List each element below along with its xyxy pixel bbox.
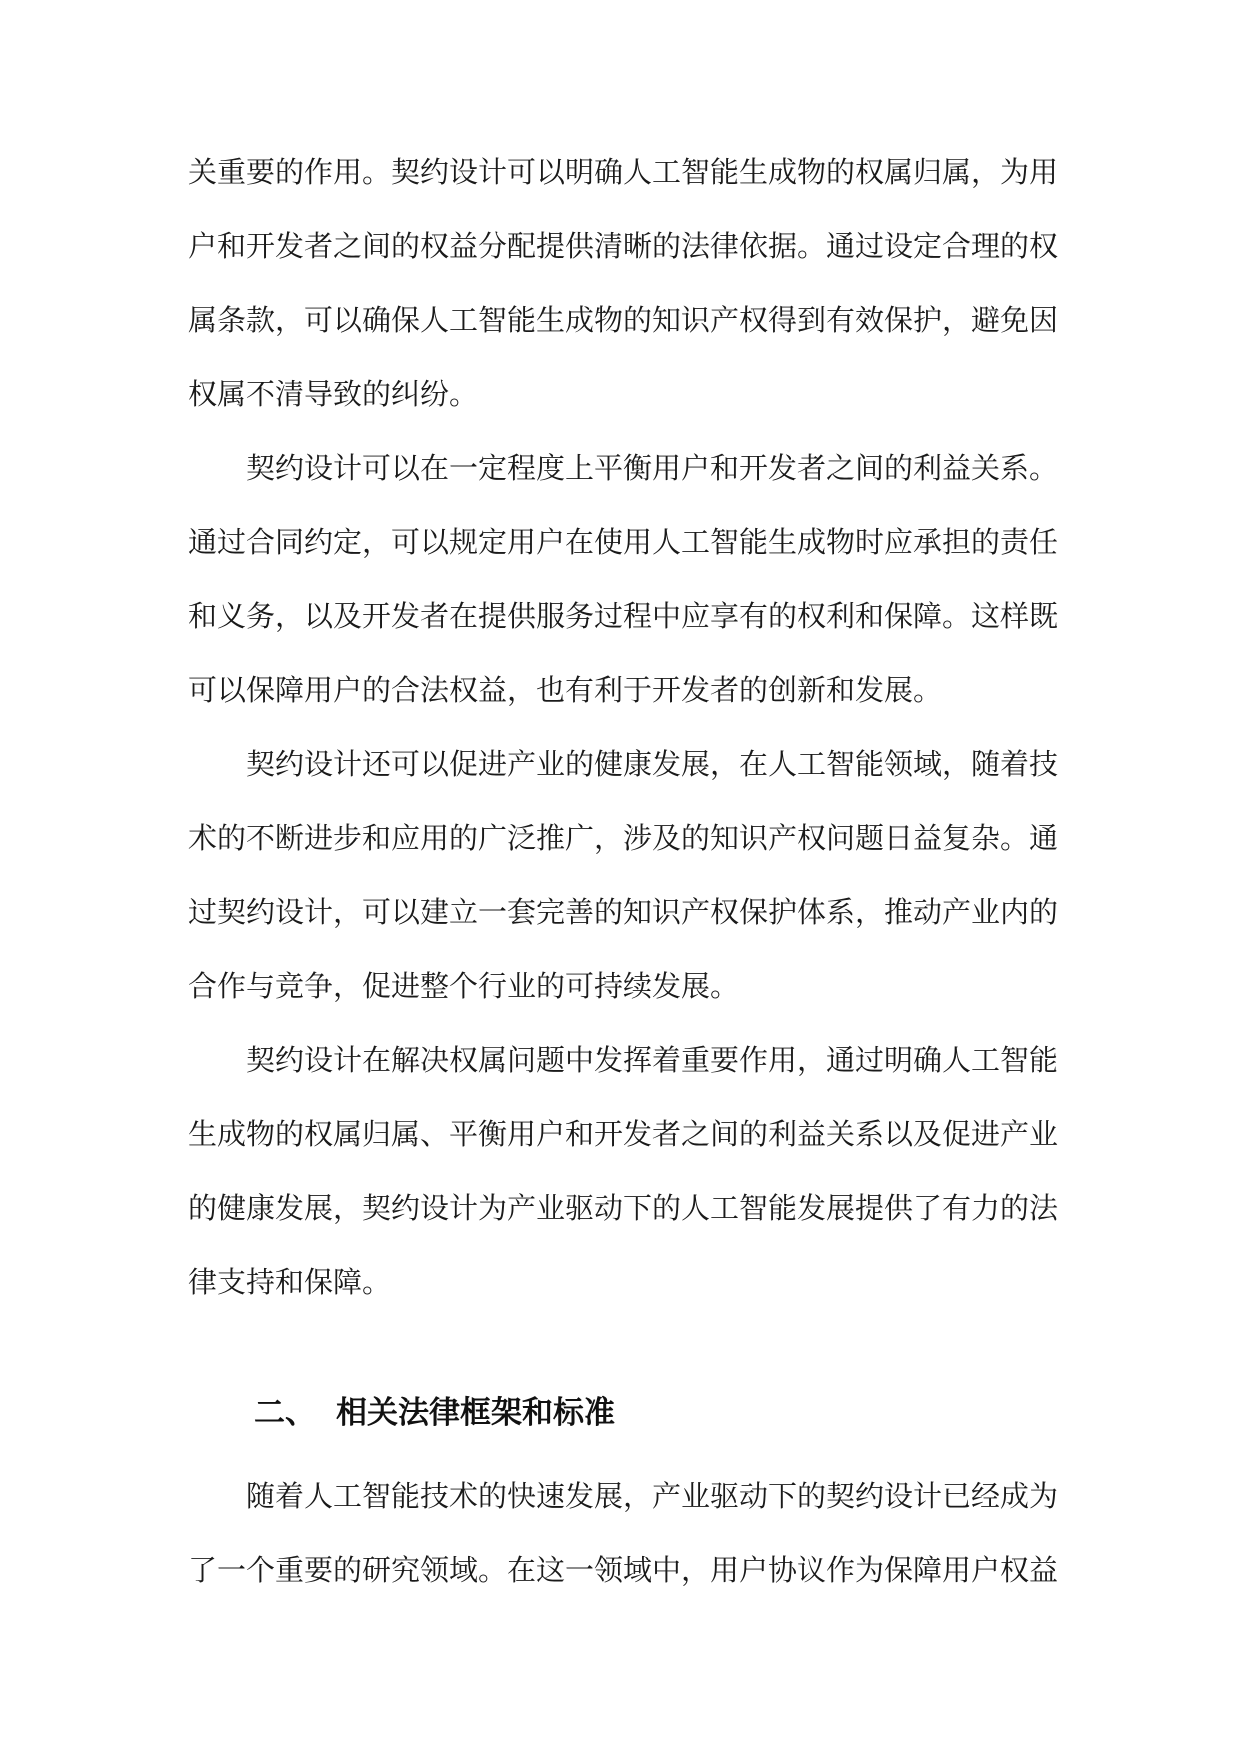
text-line: 律支持和保障。 — [188, 1265, 392, 1299]
text-line: 和义务，以及开发者在提供服务过程中应享有的权利和保障。这样既 — [188, 599, 1059, 633]
text-line: 权属不清导致的纠纷。 — [188, 377, 479, 411]
text-line: 随着人工智能技术的快速发展，产业驱动下的契约设计已经成为 — [246, 1479, 1059, 1513]
text-line: 契约设计在解决权属问题中发挥着重要作用，通过明确人工智能 — [246, 1043, 1059, 1077]
section-heading — [254, 1393, 615, 1433]
text-line: 过契约设计，可以建立一套完善的知识产权保护体系，推动产业内的 — [188, 895, 1059, 929]
text-line: 关重要的作用。契约设计可以明确人工智能生成物的权属归属，为用 — [188, 155, 1059, 189]
text-line: 了一个重要的研究领域。在这一领域中，用户协议作为保障用户权益 — [188, 1553, 1059, 1587]
text-line: 通过合同约定，可以规定用户在使用人工智能生成物时应承担的责任 — [188, 525, 1059, 559]
text-line: 生成物的权属归属、平衡用户和开发者之间的利益关系以及促进产业 — [188, 1117, 1059, 1151]
text-line: 户和开发者之间的权益分配提供清晰的法律依据。通过设定合理的权 — [188, 229, 1059, 263]
section-title: 相关法律框架和标准 — [336, 1395, 615, 1431]
text-line: 术的不断进步和应用的广泛推广，涉及的知识产权问题日益复杂。通 — [188, 821, 1059, 855]
section-number: 二、 — [254, 1395, 316, 1431]
text-line: 的健康发展，契约设计为产业驱动下的人工智能发展提供了有力的法 — [188, 1191, 1059, 1225]
text-line: 属条款，可以确保人工智能生成物的知识产权得到有效保护，避免因 — [188, 303, 1059, 337]
text-line: 契约设计可以在一定程度上平衡用户和开发者之间的利益关系。 — [246, 451, 1059, 485]
text-line: 合作与竞争，促进整个行业的可持续发展。 — [188, 969, 740, 1003]
text-line: 可以保障用户的合法权益，也有利于开发者的创新和发展。 — [188, 673, 943, 707]
text-line: 契约设计还可以促进产业的健康发展，在人工智能领域，随着技 — [246, 747, 1059, 781]
